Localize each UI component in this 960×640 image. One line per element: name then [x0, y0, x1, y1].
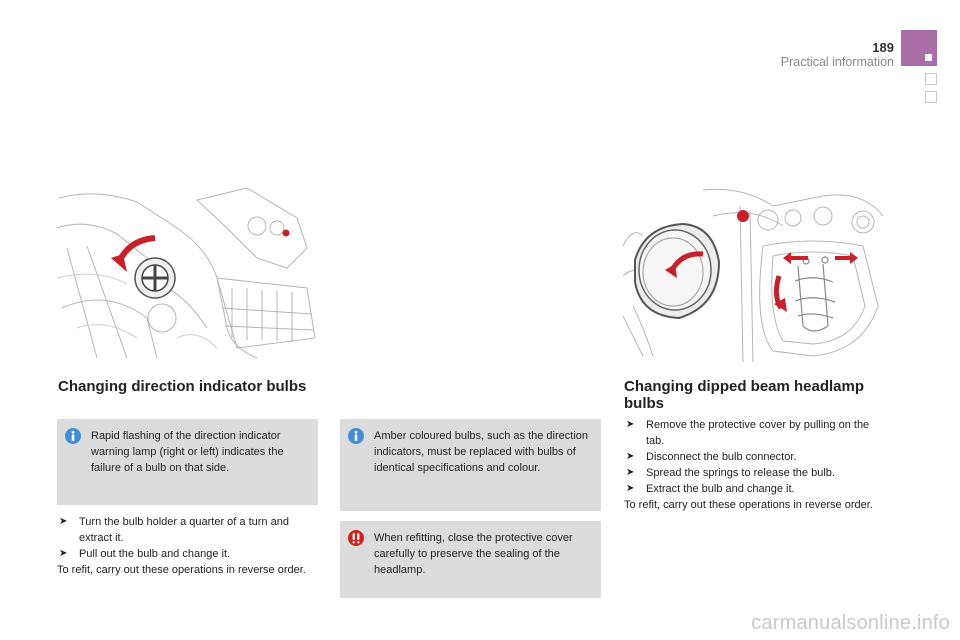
chapter-tab-active[interactable] — [901, 30, 937, 66]
list-item — [57, 546, 319, 562]
arrow-bullet-icon: ➤ — [626, 451, 635, 462]
step-text: Turn the bulb holder a quarter of a turn and extract it. — [79, 516, 289, 544]
section-title: Practical information — [780, 55, 894, 69]
info-note-text: Rapid flashing of the direction indicator warning lamp (right or left) indicates the failure of a bulb on that side. — [91, 430, 284, 474]
chapter-tab-marker — [925, 91, 937, 103]
arrow-bullet-icon: ➤ — [626, 419, 635, 430]
list-item — [624, 449, 886, 465]
arrow-bullet-icon: ➤ — [59, 548, 68, 559]
warning-note-text: When refitting, close the protective cover carefully to preserve the sealing of the headlamp. — [374, 532, 573, 576]
info-note-text: Amber coloured bulbs, such as the direction indicators, must be replaced with bulbs of identical specifications and colour. — [374, 430, 589, 474]
warning-note-refitting — [340, 521, 601, 598]
page-number: 189 — [872, 40, 894, 55]
step-text: Disconnect the bulb connector. — [646, 451, 797, 463]
step-text: Spread the springs to release the bulb. — [646, 467, 835, 479]
list-item — [624, 465, 886, 481]
step-text: Extract the bulb and change it. — [646, 483, 795, 495]
section-heading-direction-indicator: Changing direction indicator bulbs — [58, 378, 307, 395]
closing-text: To refit, carry out these operations in reverse order. — [624, 499, 873, 511]
info-icon — [348, 428, 364, 444]
list-item — [624, 417, 886, 449]
arrow-bullet-icon: ➤ — [626, 483, 635, 494]
direction-indicator-steps — [57, 514, 319, 578]
warning-icon — [348, 530, 364, 546]
info-note-direction-indicator — [57, 419, 318, 505]
list-item — [624, 481, 886, 497]
dipped-beam-steps — [624, 417, 886, 513]
watermark: carmanualsonline.info — [751, 612, 950, 634]
section-heading-dipped-beam: Changing dipped beam headlamp bulbs — [624, 378, 865, 412]
step-text: Pull out the bulb and change it. — [79, 548, 231, 560]
direction-indicator-illustration — [57, 188, 319, 362]
info-note-amber-bulbs — [340, 419, 601, 511]
chapter-tab-marker — [925, 73, 937, 85]
list-item — [57, 514, 319, 546]
info-icon — [65, 428, 81, 444]
headlamp-illustration — [623, 186, 885, 362]
arrow-bullet-icon: ➤ — [626, 467, 635, 478]
step-text: Remove the protective cover by pulling on the tab. — [646, 419, 870, 447]
arrow-bullet-icon: ➤ — [59, 516, 68, 527]
closing-text: To refit, carry out these operations in reverse order. — [57, 564, 306, 576]
